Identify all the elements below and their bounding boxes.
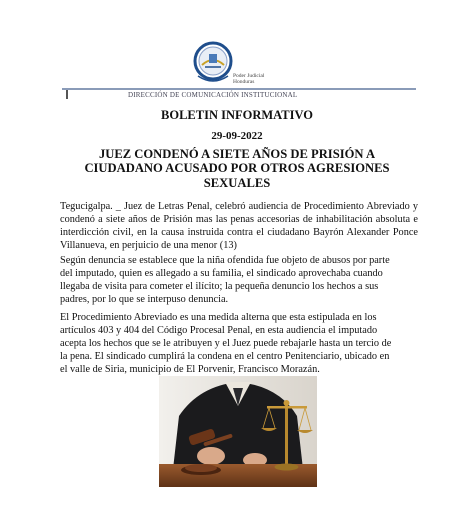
text-line: la pena. El sindicado cumplirá la condena en el centro Penitenciario, ubicado en — [60, 350, 390, 362]
org-line-2: Honduras — [233, 79, 255, 85]
department-name: DIRECCIÓN DE COMUNICACIÓN INSTITUCIONAL — [128, 91, 298, 99]
text-line: el valle de Siria, municipio de El Porvenir, Francisco Morazán. — [60, 363, 320, 375]
headline-line: CIUDADANO ACUSADO POR OTROS AGRESIONES — [84, 161, 390, 176]
headline — [70, 147, 404, 190]
document-type-title: BOLETIN INFORMATIVO — [161, 108, 313, 122]
text-line: Abreviado y condenó a siete años de Prisión mas las penas accesorias de — [60, 201, 418, 225]
text-line: inhabilitación absoluta e interdicción civil, en la causa instruida contra el — [60, 213, 418, 238]
org-line-1: Poder Judicial — [233, 73, 265, 79]
header-rule — [62, 88, 416, 90]
text-line: artículos 403 y 404 del Código Procesal Penal, en esta audiencia el imputado — [60, 324, 378, 336]
headline-line: JUEZ CONDENÓ A SIETE AÑOS DE PRISIÓN A — [98, 147, 376, 161]
text-line: llegaba de visita para cometer el ilícito; la pequeña denuncio los hechos a sus — [60, 280, 379, 292]
text-line: padres, por lo que se interpuso denuncia. — [60, 293, 229, 305]
judge-gavel-scales-photo — [159, 376, 317, 487]
text-line: Tegucigalpa. _ Juez de Letras Penal, celebró audiencia de Procedimiento — [60, 201, 364, 212]
text-line: El Procedimiento Abreviado es una medida alterna que esta estipulada en los — [60, 312, 377, 323]
paragraph-intro — [60, 201, 418, 253]
text-line: ciudadano Bayrón Alexander Ponce Villanueva, en perjuicio de una menor (13) — [60, 226, 418, 251]
headline-line: SEXUALES — [203, 175, 271, 190]
paragraph-procedure — [60, 312, 418, 377]
text-line: Según denuncia se establece que la niña ofendida fue objeto de abusos por parte — [60, 255, 390, 266]
paragraph-complaint — [60, 255, 418, 307]
document-date: 29-09-2022 — [211, 130, 263, 142]
organization-name — [233, 73, 273, 85]
text-line: acepta los hechos que se le atribuyen y el Juez puede rebajarle hasta un tercio de — [60, 337, 392, 349]
text-line: del imputado, quien es allegado a su familia, el sindicado aprovechaba cuando — [60, 267, 383, 279]
header-rule-tick — [66, 90, 68, 99]
